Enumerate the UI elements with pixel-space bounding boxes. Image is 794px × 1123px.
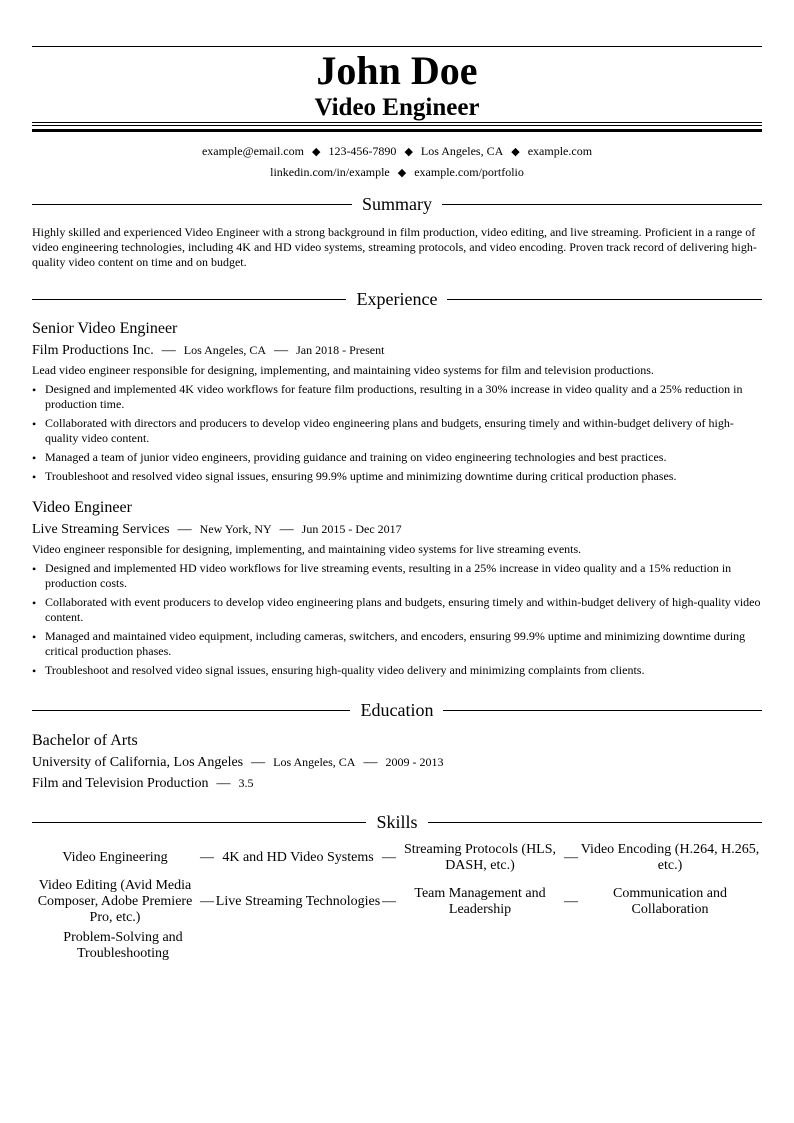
job-bullet: • Managed a team of junior video engineers, providing guidance and training on video engineering technologies and best practices. [32, 450, 762, 465]
gpa: 3.5 [238, 776, 254, 790]
dash-separator: — [161, 343, 176, 358]
job-meta [32, 520, 762, 539]
skill-item: 4K and HD Video Systems [222, 850, 374, 865]
dash-separator: — [274, 343, 289, 358]
contact-row-2 [32, 164, 762, 181]
dash-separator: — [251, 755, 266, 770]
skill-item: Live Streaming Technologies [215, 894, 381, 909]
job-bullets [32, 561, 762, 678]
dash-separator: — [363, 755, 378, 770]
dash-separator: — [200, 894, 214, 909]
skill-item: Video Editing (Avid Media Composer, Adobe Premiere Pro, etc.) [37, 878, 193, 925]
skill-item: Team Management and Leadership [414, 886, 546, 917]
job-location: Los Angeles, CA [183, 343, 267, 357]
dash-separator: — [382, 894, 396, 909]
candidate-title: Video Engineer [314, 94, 480, 121]
job-dates: Jun 2015 - Dec 2017 [301, 522, 402, 536]
contact-row-1 [32, 143, 762, 160]
education-heading [32, 699, 762, 721]
dash-separator: — [200, 850, 214, 865]
experience-heading-label: Experience [347, 289, 448, 309]
dash-separator: — [564, 850, 578, 865]
school-name: University of California, Los Angeles [32, 755, 244, 770]
summary-heading-label: Summary [352, 194, 442, 214]
job-title: Video Engineer [32, 499, 132, 516]
header-divider [32, 122, 762, 133]
top-rule [32, 46, 762, 47]
job-meta [32, 341, 762, 360]
job-entry [32, 498, 762, 682]
education-heading-label: Education [351, 700, 444, 720]
education-meta [32, 753, 762, 772]
education-dates: 2009 - 2013 [385, 755, 444, 769]
job-company: Live Streaming Services [32, 522, 170, 537]
skills-heading-label: Skills [366, 812, 427, 832]
dash-separator: — [564, 894, 578, 909]
diamond-separator-icon: ◆ [404, 146, 413, 158]
school-location: Los Angeles, CA [273, 755, 356, 769]
contact-portfolio[interactable]: example.com/portfolio [414, 165, 524, 179]
diamond-separator-icon: ◆ [311, 146, 321, 158]
skills-heading [32, 811, 762, 833]
job-title: Senior Video Engineer [32, 320, 178, 337]
job-bullet: • Designed and implemented HD video workflows for live streaming events, resulting in a 25% increase in video quality and a 15% reduction in production costs. [32, 561, 762, 591]
job-bullet: • Troubleshoot and resolved video signal issues, ensuring 99.9% uptime and minimizing downtime during critical production phases. [32, 469, 762, 484]
job-bullet: • Collaborated with event producers to develop video engineering plans and budgets, ensuring timely and within-budget delivery of high-quality video content. [32, 595, 762, 625]
education-entry [32, 731, 762, 793]
contact-location: Los Angeles, CA [420, 144, 504, 158]
job-location: New York, NY [199, 522, 272, 536]
skill-item: Streaming Protocols (HLS, DASH, etc.) [403, 842, 557, 873]
dash-separator: — [382, 850, 396, 865]
skill-item: Problem-Solving and Troubleshooting [63, 930, 183, 961]
job-company: Film Productions Inc. [32, 343, 154, 358]
job-bullet: • Managed and maintained video equipment, including cameras, switchers, and encoders, ensuring 99.9% uptime and minimizing downtime during critical production phases. [32, 629, 762, 659]
degree: Bachelor of Arts [32, 732, 138, 749]
job-bullets [32, 382, 762, 484]
job-bullet: • Designed and implemented 4K video workflows for feature film productions, resulting in a 30% increase in video quality and a 25% reduction in production time. [32, 382, 762, 412]
job-entry [32, 319, 762, 488]
job-description: Lead video engineer responsible for designing, implementing, and maintaining video systems for film and television productions. [32, 363, 654, 377]
contact-phone[interactable]: 123-456-7890 [328, 144, 397, 158]
summary-text: Highly skilled and experienced Video Engineer with a strong background in film production, video editing, and live streaming. Proficient in a range of video engineering technologies, including 4K and HD video systems, streaming protocols, and video encoding. Proven track record of delivering high-quality video content on time and on budget. [32, 225, 757, 269]
contact-website[interactable]: example.com [527, 144, 593, 158]
dash-separator: — [177, 522, 192, 537]
diamond-separator-icon: ◆ [397, 167, 407, 179]
skill-item: Video Encoding (H.264, H.265, etc.) [580, 842, 760, 873]
job-bullet: • Collaborated with directors and producers to develop video engineering plans and budgets, ensuring timely and within-budget delivery of high-quality video content. [32, 416, 762, 446]
job-bullet: • Troubleshoot and resolved video signal issues, ensuring high-quality video delivery and minimizing complaints from clients. [32, 663, 762, 678]
contact-email[interactable]: example@email.com [201, 144, 304, 158]
candidate-name: John Doe [316, 48, 478, 93]
field-of-study: Film and Television Production [32, 776, 209, 791]
job-dates: Jan 2018 - Present [296, 343, 385, 357]
summary-heading [32, 193, 762, 215]
experience-heading [32, 288, 762, 310]
skill-item: Video Engineering [62, 850, 168, 865]
skill-item: Communication and Collaboration [613, 886, 727, 917]
dash-separator: — [279, 522, 294, 537]
job-description: Video engineer responsible for designing, implementing, and maintaining video systems for live streaming events. [32, 542, 582, 556]
diamond-separator-icon: ◆ [511, 146, 520, 158]
dash-separator: — [216, 776, 231, 791]
contact-linkedin[interactable]: linkedin.com/in/example [270, 165, 390, 179]
education-field-row [32, 774, 762, 793]
